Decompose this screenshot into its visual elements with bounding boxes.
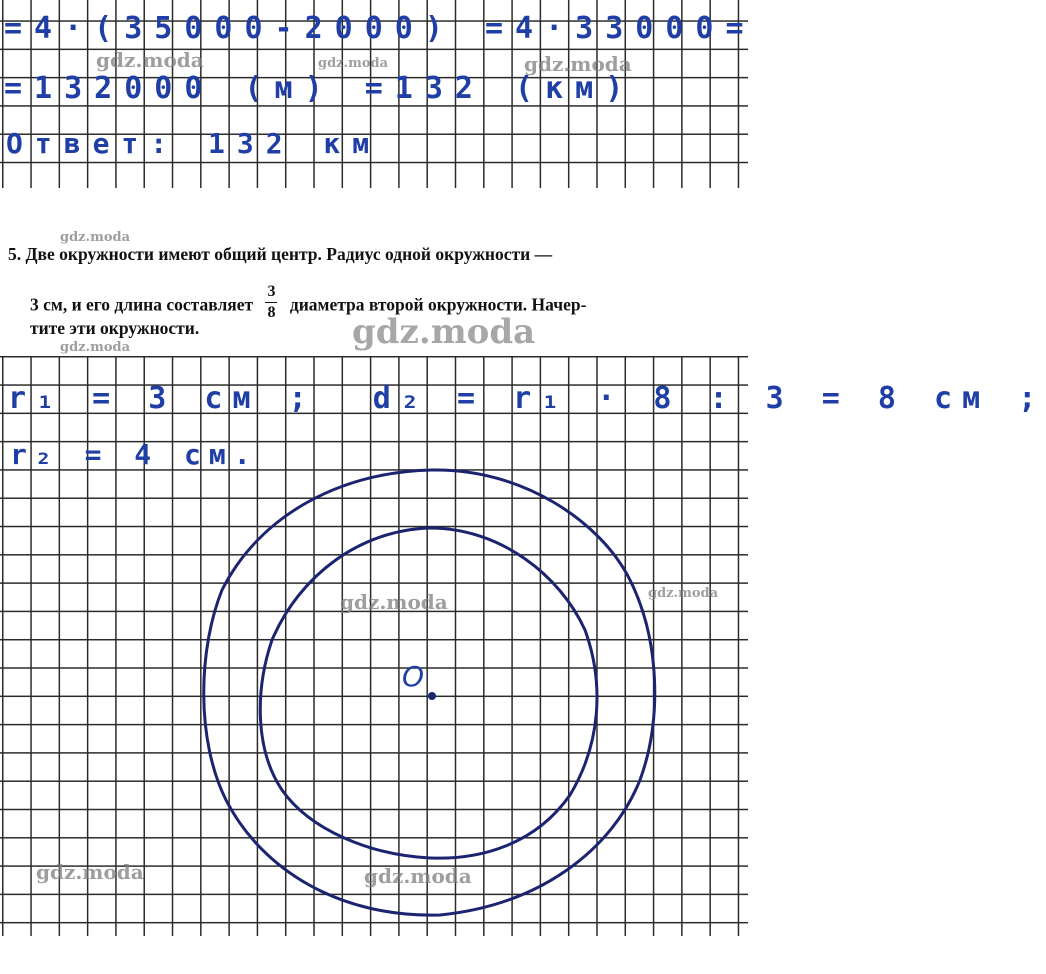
watermark: gdz.moda — [352, 312, 536, 352]
task-text-3: тите эти окружности. — [30, 318, 200, 338]
center-point — [428, 692, 436, 700]
watermark: gdz.moda — [36, 860, 144, 884]
solution-line-1: =4·(35000-2000) =4·33000= — [4, 11, 756, 46]
fraction-denominator: 8 — [267, 304, 276, 321]
task-text-1: Две окружности имеют общий центр. Радиус одной окружности — — [25, 244, 553, 264]
task-text-2a: 3 см, и его длина составляет — [30, 294, 254, 315]
watermark: gdz.moda — [648, 586, 719, 601]
watermark: gdz.moda — [364, 864, 472, 888]
outer-circle — [204, 470, 655, 915]
fraction-numerator: 3 — [265, 284, 277, 303]
solution-radius-line: r₁ = 3 см ; d₂ = r₁ · 8 : 3 = 8 см ; — [8, 381, 1046, 416]
watermark: gdz.moda — [60, 340, 131, 355]
page-bottom-margin — [0, 936, 748, 974]
center-label: O — [402, 660, 425, 693]
task-number: 5. — [8, 244, 22, 264]
task-text-2b: диаметра второй окружности. Начер- — [289, 294, 587, 315]
watermark: gdz.moda — [96, 48, 204, 72]
watermark: gdz.moda — [60, 230, 131, 245]
watermark: gdz.moda — [318, 56, 389, 71]
watermark: gdz.moda — [524, 52, 632, 76]
answer-line: Ответ: 132 км — [6, 127, 382, 160]
solution-line-2: =132000 (м) =132 (км) — [4, 71, 636, 106]
inner-circle — [260, 528, 597, 858]
watermark: gdz.moda — [340, 590, 448, 614]
solution-second-radius: r₂ = 4 см. — [10, 438, 259, 471]
